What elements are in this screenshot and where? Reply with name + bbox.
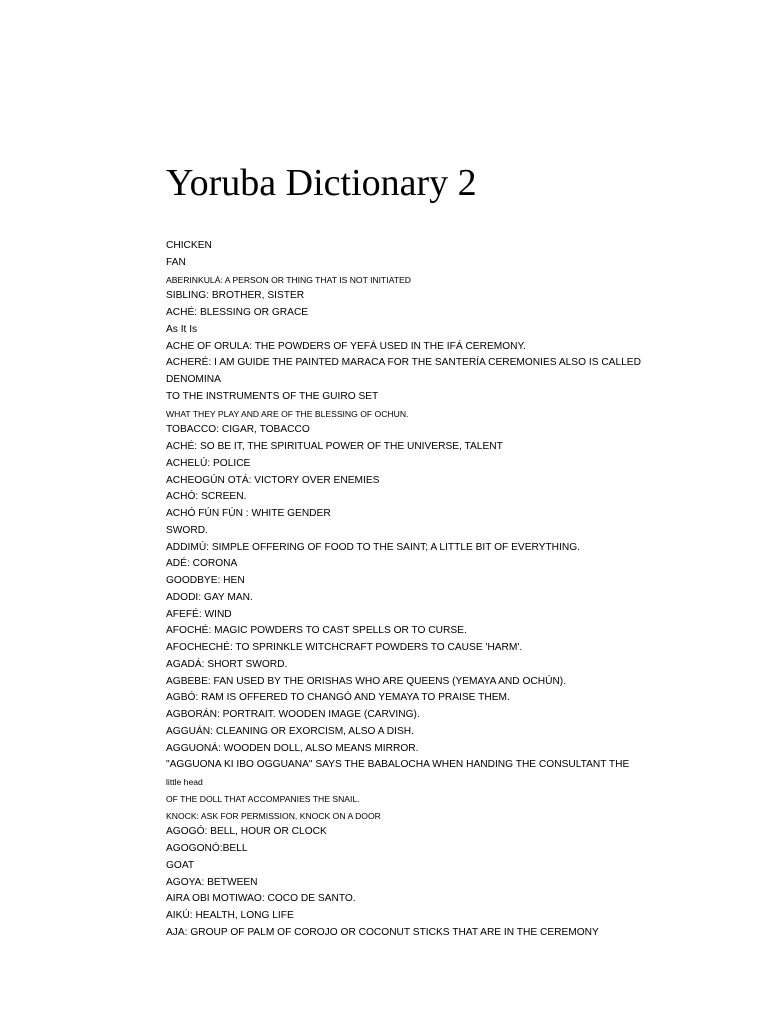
dictionary-entry: SWORD. bbox=[166, 524, 208, 536]
dictionary-entry: ACHEOGÚN OTÁ: VICTORY OVER ENEMIES bbox=[166, 474, 380, 486]
dictionary-entry: CHICKEN bbox=[166, 240, 212, 251]
dictionary-entry: ACHELÚ: POLICE bbox=[166, 457, 251, 469]
dictionary-entry: ACHÉ: BLESSING OR GRACE bbox=[166, 307, 309, 318]
dictionary-entry: AIKÚ: HEALTH, LONG LIFE bbox=[166, 910, 294, 921]
dictionary-entry: AFOCHÉ: MAGIC POWDERS TO CAST SPELLS OR TO CURSE. bbox=[166, 625, 467, 637]
dictionary-entry: WHAT THEY PLAY AND ARE OF THE BLESSING OF OCHUN. bbox=[166, 408, 409, 419]
dictionary-entry: AIRA OBI MOTIWAO: COCO DE SANTO. bbox=[166, 893, 356, 905]
dictionary-entry: AGOYA: BETWEEN bbox=[166, 876, 258, 888]
dictionary-entry: AFEFÉ: WIND bbox=[166, 608, 232, 620]
dictionary-entry: AGBEBE: FAN USED BY THE ORISHAS WHO ARE QUEENS (YEMAYA AND OCHÚN). bbox=[166, 675, 567, 687]
dictionary-entry: ACHÓ: SCREEN. bbox=[166, 491, 247, 503]
dictionary-entry: AFOCHECHÉ: TO SPRINKLE WITCHCRAFT POWDERS TO CAUSE 'HARM'. bbox=[166, 642, 523, 653]
dictionary-entry: AGOGONÓ:BELL bbox=[166, 843, 248, 854]
dictionary-entry: ABERINKULÁ: A PERSON OR THING THAT IS NOT INITIATED bbox=[166, 274, 411, 285]
dictionary-entry: AGGUÁN: CLEANING OR EXORCISM, ALSO A DISH. bbox=[166, 725, 414, 737]
dictionary-entry: SIBLING: BROTHER, SISTER bbox=[166, 290, 305, 302]
dictionary-entry: AGGUONÁ: WOODEN DOLL, ALSO MEANS MIRROR. bbox=[166, 742, 419, 754]
dictionary-entry: ADÉ: CORONA bbox=[166, 558, 238, 570]
dictionary-entry: DENOMINA bbox=[166, 374, 221, 385]
dictionary-entry: As It Is bbox=[166, 323, 198, 335]
dictionary-entry: ACHÉ: SO BE IT, THE SPIRITUAL POWER OF THE UNIVERSE, TALENT bbox=[166, 441, 503, 452]
dictionary-entry: AJA: GROUP OF PALM OF COROJO OR COCONUT STICKS THAT ARE IN THE CEREMONY bbox=[166, 926, 599, 938]
dictionary-entry: AGOGÓ: BELL, HOUR OR CLOCK bbox=[166, 826, 327, 838]
dictionary-entry: KNOCK: ASK FOR PERMISSION, KNOCK ON A DOOR bbox=[166, 810, 381, 821]
dictionary-entry: little head bbox=[166, 777, 203, 787]
dictionary-entry: TO THE INSTRUMENTS OF THE GUIRO SET bbox=[166, 390, 379, 402]
dictionary-entry: OF THE DOLL THAT ACCOMPANIES THE SNAIL. bbox=[166, 793, 360, 804]
dictionary-entry: GOODBYE: HEN bbox=[166, 575, 245, 586]
dictionary-entry-list bbox=[166, 238, 726, 942]
dictionary-entry: AGADÁ: SHORT SWORD. bbox=[166, 658, 288, 670]
dictionary-entry: "AGGUONA KI IBO OGGUANA" SAYS THE BABALOCHA WHEN HANDING THE CONSULTANT THE bbox=[166, 759, 630, 771]
dictionary-entry: ACHERÉ: I AM GUIDE THE PAINTED MARACA FOR THE SANTERÍA CEREMONIES ALSO IS CALLED bbox=[166, 357, 641, 369]
dictionary-entry: ADODI: GAY MAN. bbox=[166, 591, 253, 603]
document-title: Yoruba Dictionary 2 bbox=[166, 162, 477, 204]
dictionary-entry: FAN bbox=[166, 256, 186, 268]
dictionary-entry: AGBÓ: RAM IS OFFERED TO CHANGÓ AND YEMAYA TO PRAISE THEM. bbox=[166, 692, 510, 704]
dictionary-entry: AGBORÁN: PORTRAIT. WOODEN IMAGE (CARVING). bbox=[166, 709, 420, 720]
dictionary-entry: ACHÓ FÚN FÚN : WHITE GENDER bbox=[166, 508, 331, 519]
dictionary-entry: ACHE OF ORULA: THE POWDERS OF YEFÁ USED IN THE IFÁ CEREMONY. bbox=[166, 340, 526, 352]
dictionary-entry: TOBACCO: CIGAR, TOBACCO bbox=[166, 424, 310, 436]
dictionary-entry: ADDIMÚ: SIMPLE OFFERING OF FOOD TO THE SAINT; A LITTLE BIT OF EVERYTHING. bbox=[166, 541, 580, 553]
dictionary-entry: GOAT bbox=[166, 859, 195, 871]
